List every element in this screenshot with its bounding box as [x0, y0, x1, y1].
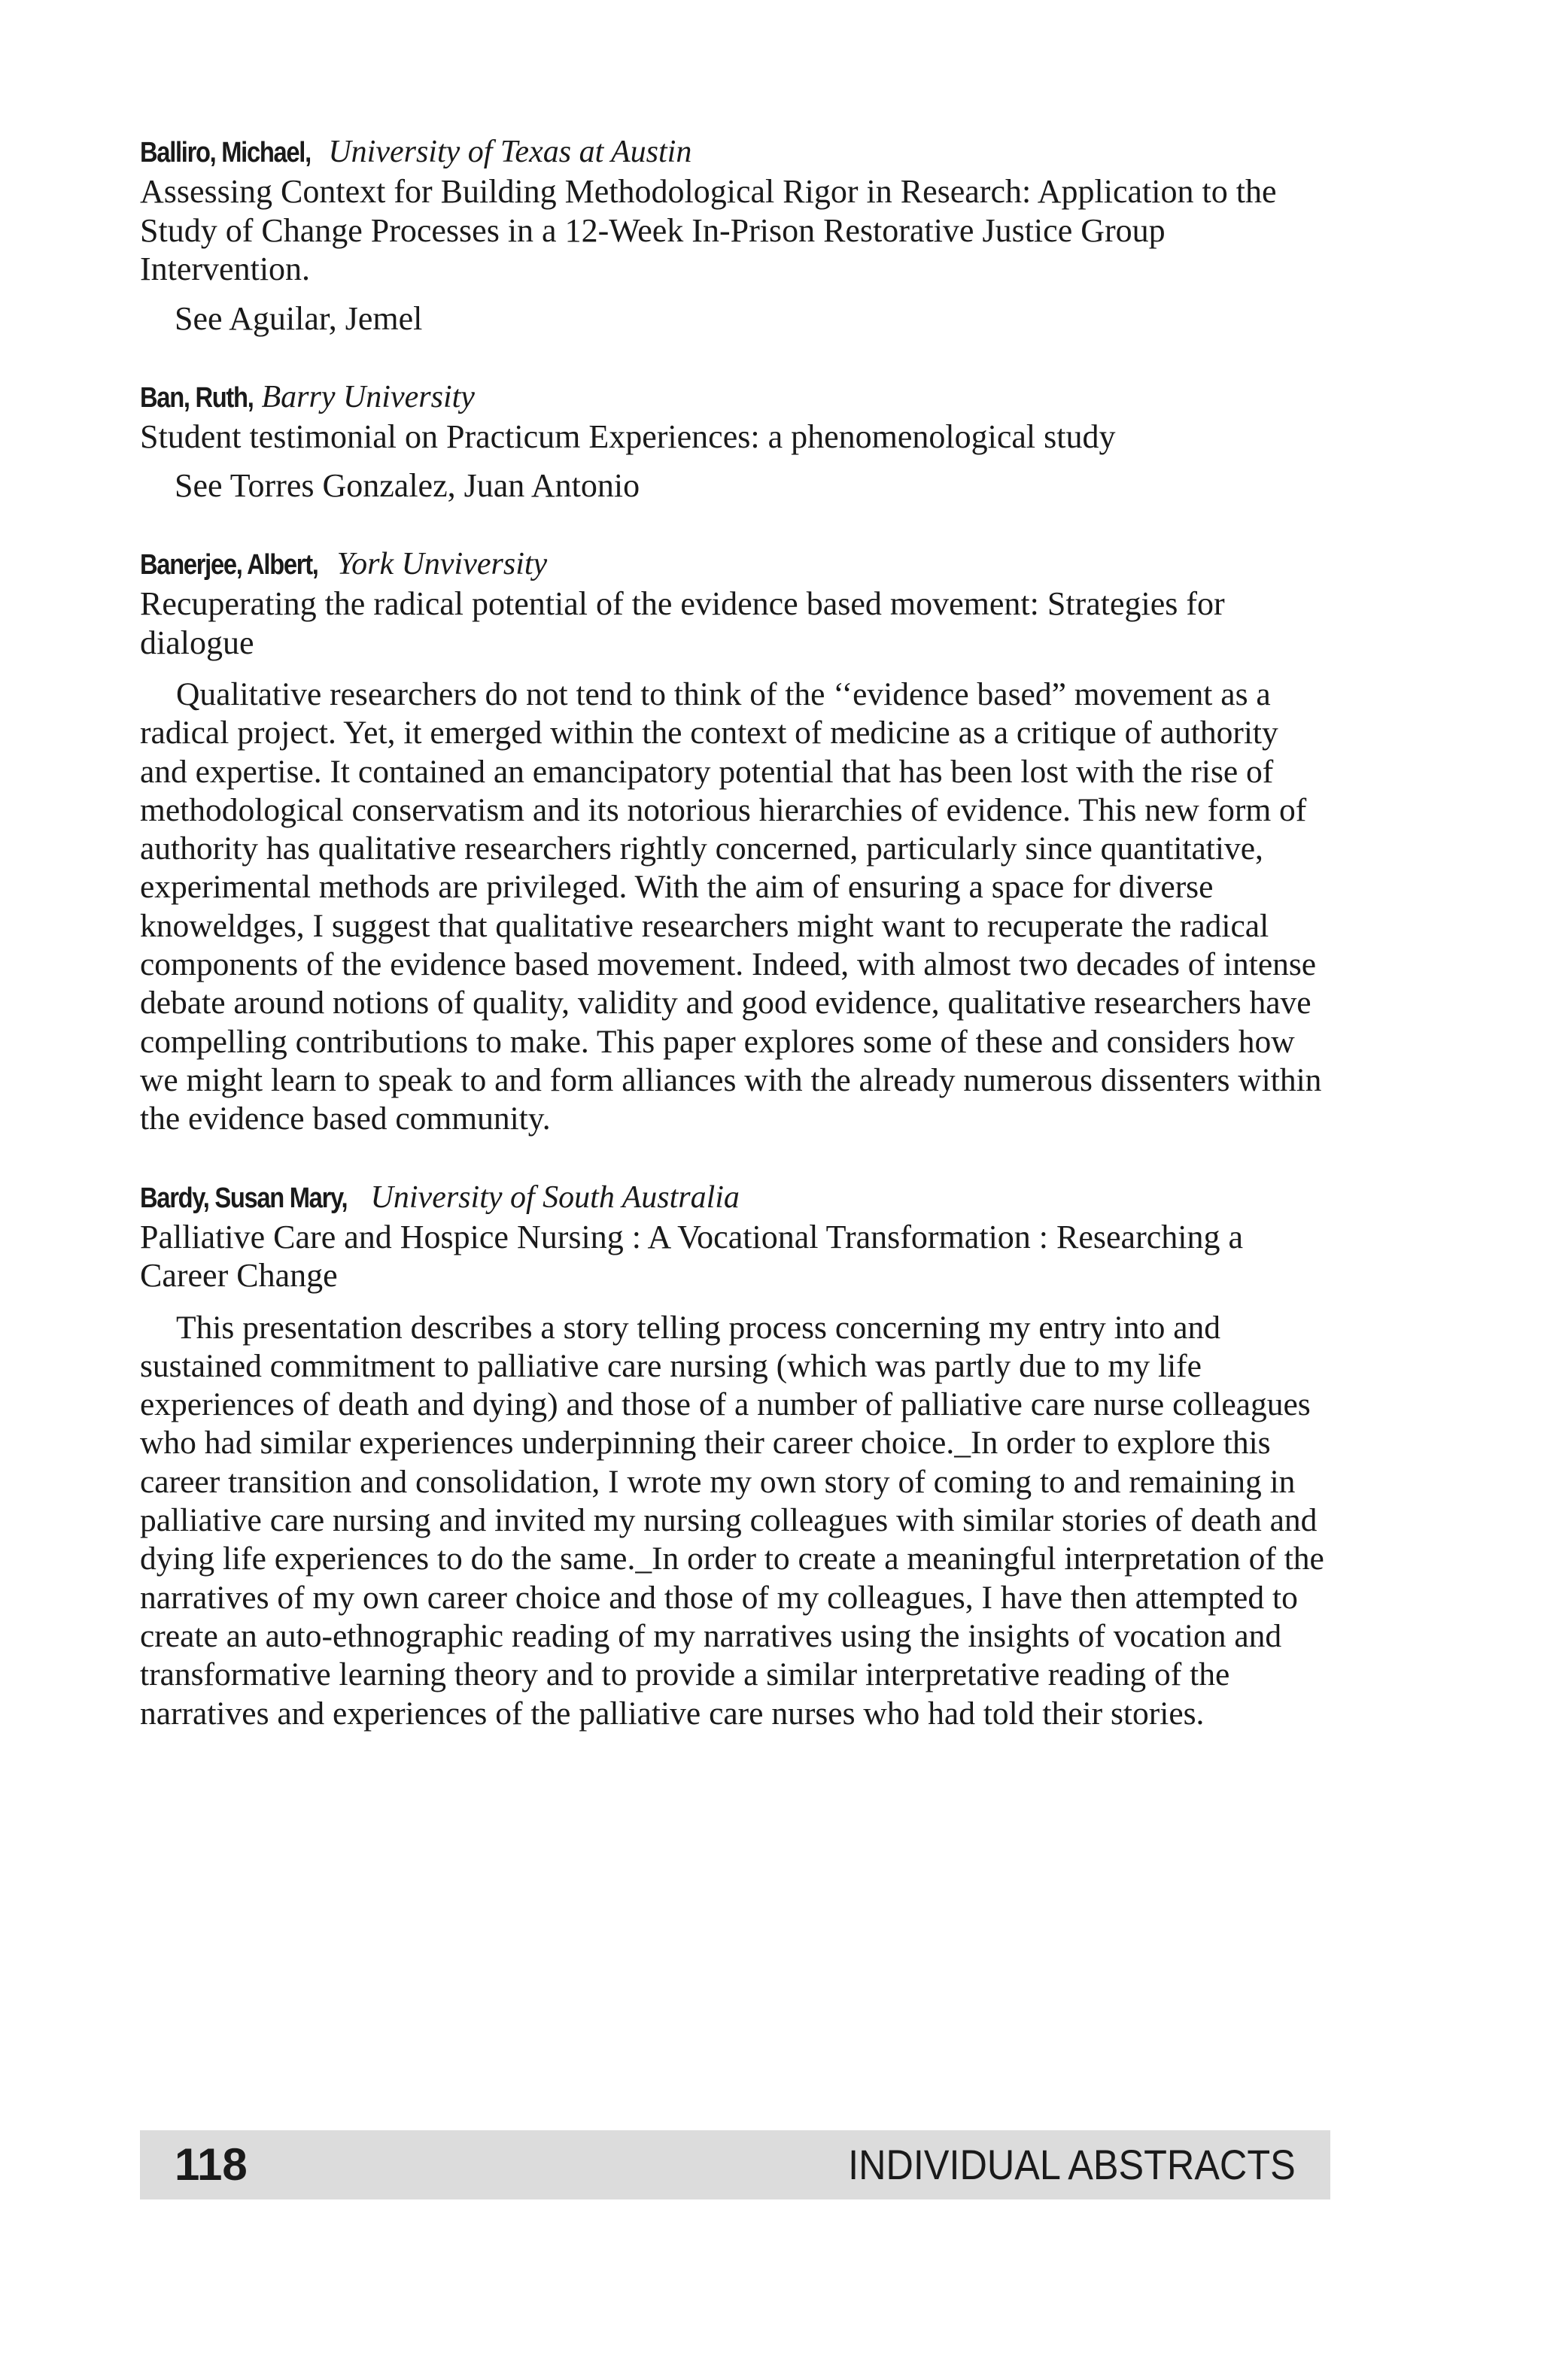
abstract-entry [140, 378, 1329, 506]
author-affiliation: University of Texas at Austin [328, 135, 692, 169]
abstract-entry [140, 132, 1329, 338]
section-title: INDIVIDUAL ABSTRACTS [848, 2141, 1296, 2188]
author-name: Balliro, Michael, [140, 137, 311, 168]
abstract-entry [140, 545, 1329, 1139]
presentation-title: Palliative Care and Hospice Nursing : A Vocational Transformation : Researching a Career Change [140, 1218, 1244, 1295]
cross-reference: See Aguilar, Jemel [175, 299, 423, 337]
page-footer [140, 2130, 1330, 2199]
abstract-entry [140, 1178, 1329, 1733]
author-name: Bardy, Susan Mary, [140, 1182, 348, 1214]
author-name: Banerjee, Albert, [140, 549, 318, 581]
entry-header [140, 132, 1329, 172]
author-affiliation: Barry University [261, 379, 475, 414]
presentation-title: Student testimonial on Practicum Experiences: a phenomenological study [140, 417, 1116, 455]
page-number: 118 [175, 2139, 248, 2190]
entry-header [140, 378, 1329, 417]
presentation-title: Assessing Context for Building Methodological Rigor in Research: Application to the Study of Change Processes in a 12-Week In-Prison Restorative Justice Group Intervention. [140, 173, 1277, 287]
author-name: Ban, Ruth, [140, 381, 254, 414]
page-content [140, 132, 1329, 1772]
author-affiliation: University of South Australia [370, 1179, 740, 1215]
presentation-title: Recuperating the radical potential of the evidence based movement: Strategies for dialogue [140, 585, 1225, 661]
entry-header [140, 1178, 1329, 1218]
cross-reference: See Torres Gonzalez, Juan Antonio [175, 467, 640, 504]
author-affiliation: York Unviversity [336, 547, 548, 581]
abstract-text: This presentation describes a story telling process concerning my entry into and sustained commitment to palliative care nursing (which was partly due to my life experiences of death and dying) and those of a number of palliative care nurse colleagues who had similar experiences underpinning their career choice._In order to explore this career transition and consolidation, I wrote my own story of coming to and remaining in palliative care nursing and invited my nursing colleagues with similar stories of death and dying life experiences to do the same._In order to create a meaningful interpretation of the narratives of my own career choice and those of my colleagues, I have then attempted to create an auto-ethnographic reading of my narratives using the insights of vocation and transformative learning theory and to provide a similar interpretative reading of the narratives and experiences of the palliative care nurses who had told their stories. [140, 1309, 1324, 1732]
entry-header [140, 545, 1329, 584]
abstract-text: Qualitative researchers do not tend to think of the ‘‘evidence based” movement as a radical project. Yet, it emerged within the context of medicine as a critique of authority and expertise. It contained an emancipatory potential that has been lost with the rise of methodological conservatism and its notorious hierarchies of evidence. This new form of authority has qualitative researchers rightly concerned, particularly since quantitative, experimental methods are privileged. With the aim of ensuring a space for diverse knoweldges, I suggest that qualitative researchers might want to recuperate the radical components of the evidence based movement. Indeed, with almost two decades of intense debate around notions of quality, validity and good evidence, qualitative researchers have compelling contributions to make. This paper explores some of these and considers how we might learn to speak to and form alliances with the already numerous dissenters within the evidence based community. [140, 676, 1322, 1137]
